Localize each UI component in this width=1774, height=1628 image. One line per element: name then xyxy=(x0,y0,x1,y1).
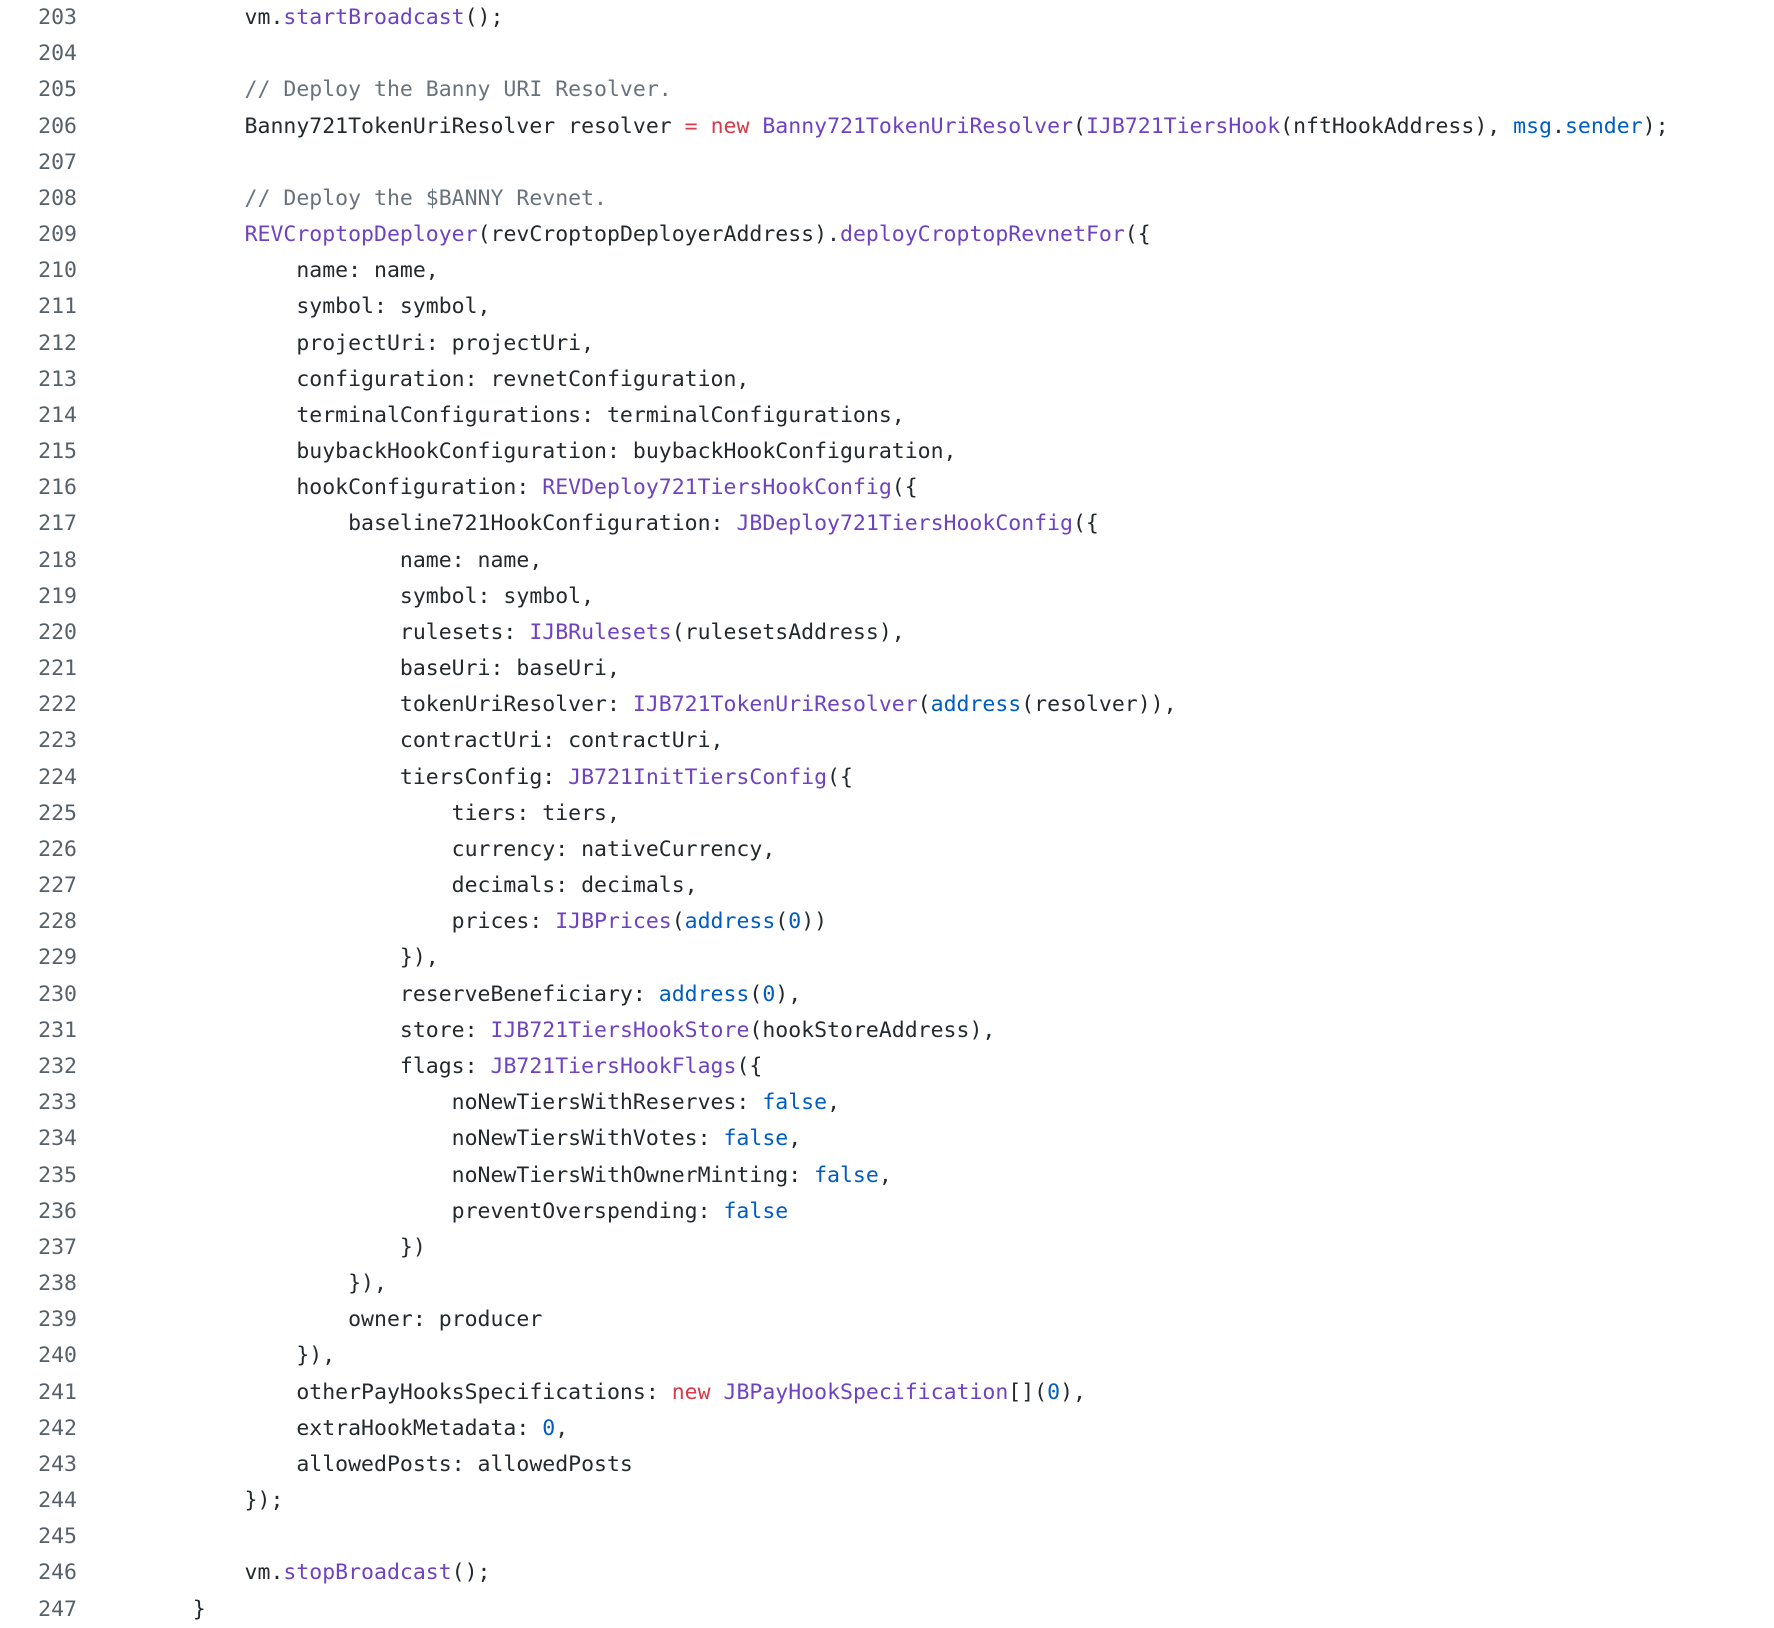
code-segment: otherPayHooksSpecifications: xyxy=(141,1379,672,1405)
code-segment: configuration: revnetConfiguration, xyxy=(141,366,750,392)
code-segment: , xyxy=(788,1126,802,1152)
line-number[interactable]: 224 xyxy=(38,764,77,790)
code-segment: (rulesetsAddress), xyxy=(671,619,905,645)
code-segment: IJB721TiersHookStore xyxy=(490,1017,750,1043)
code-segment: terminalConfigurations: terminalConfigurations, xyxy=(141,402,905,428)
code-segment: )) xyxy=(801,909,828,935)
code-segment: reserveBeneficiary: xyxy=(141,981,659,1007)
code-text xyxy=(77,615,905,651)
line-number[interactable]: 221 xyxy=(38,656,77,682)
code-segment: ( xyxy=(671,909,685,935)
line-number[interactable]: 247 xyxy=(38,1596,77,1622)
line-number[interactable]: 217 xyxy=(38,511,77,537)
code-text xyxy=(77,1555,491,1591)
code-text xyxy=(77,253,439,289)
code-segment: new xyxy=(671,1379,711,1405)
code-segment: name: name, xyxy=(141,547,543,573)
code-line xyxy=(0,1013,1774,1049)
code-text xyxy=(77,940,439,976)
code-segment: []( xyxy=(1008,1379,1048,1405)
code-segment: name: name, xyxy=(141,258,439,284)
line-number[interactable]: 212 xyxy=(38,330,77,356)
code-line xyxy=(0,145,1774,181)
code-segment: rulesets: xyxy=(141,619,530,645)
line-number[interactable]: 246 xyxy=(38,1560,77,1586)
code-text xyxy=(77,1338,335,1374)
code-segment xyxy=(141,222,245,247)
code-text xyxy=(77,181,607,217)
code-line xyxy=(0,832,1774,868)
line-number[interactable]: 242 xyxy=(38,1415,77,1441)
code-line xyxy=(0,434,1774,470)
code-segment: extraHookMetadata: xyxy=(141,1415,543,1441)
code-segment: false xyxy=(723,1198,789,1224)
code-segment: } xyxy=(141,1596,206,1622)
code-text xyxy=(77,1411,568,1447)
code-line xyxy=(0,615,1774,651)
code-text xyxy=(77,977,801,1013)
code-segment: IJB721TiersHook xyxy=(1085,113,1281,139)
code-line xyxy=(0,1338,1774,1374)
code-segment: stopBroadcast xyxy=(283,1560,452,1586)
code-text xyxy=(77,651,620,687)
code-segment: baseline721HookConfiguration: xyxy=(141,511,737,537)
code-segment: decimals: decimals, xyxy=(141,873,698,899)
code-segment: (); xyxy=(464,5,504,30)
code-text xyxy=(77,362,749,398)
code-text xyxy=(77,36,141,72)
line-number[interactable]: 210 xyxy=(38,258,77,284)
line-number[interactable]: 227 xyxy=(38,873,77,899)
line-number[interactable]: 245 xyxy=(38,1524,77,1550)
code-segment: tiersConfig: xyxy=(141,764,569,790)
code-text xyxy=(77,868,698,904)
code-segment: symbol: symbol, xyxy=(141,294,491,320)
code-segment: ({ xyxy=(1072,511,1099,537)
code-line xyxy=(0,362,1774,398)
code-text xyxy=(77,1519,141,1555)
code-line xyxy=(0,72,1774,108)
line-number[interactable]: 205 xyxy=(38,77,77,103)
code-segment: sender xyxy=(1564,113,1643,139)
code-segment: ( xyxy=(1073,113,1086,139)
code-line xyxy=(0,940,1774,976)
code-segment: // Deploy the Banny URI Resolver. xyxy=(141,77,672,103)
line-number[interactable]: 206 xyxy=(38,113,77,139)
code-text xyxy=(77,1266,387,1302)
line-number[interactable]: 223 xyxy=(38,728,77,754)
line-number[interactable]: 243 xyxy=(38,1451,77,1477)
code-line xyxy=(0,687,1774,723)
code-segment: }), xyxy=(141,945,439,971)
code-segment: ({ xyxy=(827,764,853,790)
code-text xyxy=(77,687,1177,723)
code-segment: store: xyxy=(141,1017,491,1043)
line-number[interactable]: 233 xyxy=(38,1090,77,1116)
code-segment: }); xyxy=(141,1488,284,1514)
code-line xyxy=(0,217,1774,253)
line-number[interactable]: 219 xyxy=(38,583,77,609)
code-segment: tokenUriResolver: xyxy=(141,692,633,718)
code-segment: preventOverspending: xyxy=(141,1198,724,1224)
code-line xyxy=(0,1375,1774,1411)
code-text xyxy=(77,398,905,434)
code-segment: address xyxy=(658,981,750,1007)
code-line xyxy=(0,1085,1774,1121)
code-line xyxy=(0,0,1774,36)
line-number[interactable]: 225 xyxy=(38,800,77,826)
code-line xyxy=(0,1194,1774,1230)
code-segment: prices: xyxy=(141,909,556,935)
code-segment: , xyxy=(827,1090,841,1116)
code-segment: . xyxy=(1552,113,1565,139)
code-segment: owner: producer xyxy=(141,1307,543,1333)
code-line xyxy=(0,1447,1774,1483)
code-segment: noNewTiersWithOwnerMinting: xyxy=(141,1162,815,1188)
code-segment: 0 xyxy=(762,981,776,1007)
line-number[interactable]: 239 xyxy=(38,1307,77,1333)
code-segment: (resolver)), xyxy=(1021,692,1177,718)
code-line xyxy=(0,904,1774,940)
code-segment: REVDeploy721TiersHookConfig xyxy=(542,475,892,501)
code-segment xyxy=(711,1380,724,1405)
code-segment: allowedPosts: allowedPosts xyxy=(141,1451,633,1477)
code-segment: (hookStoreAddress), xyxy=(749,1017,996,1043)
code-segment: , xyxy=(555,1415,569,1441)
code-segment: }), xyxy=(141,1343,336,1369)
code-segment: , xyxy=(878,1162,892,1188)
code-text xyxy=(77,1049,762,1085)
code-segment: tiers: tiers, xyxy=(141,800,620,826)
code-text xyxy=(77,289,491,325)
code-segment: msg xyxy=(1513,113,1552,139)
code-segment: new xyxy=(710,113,750,139)
code-segment: = xyxy=(684,113,698,139)
line-number[interactable]: 222 xyxy=(38,692,77,718)
code-text xyxy=(77,1194,788,1230)
line-number[interactable]: 230 xyxy=(38,981,77,1007)
code-line xyxy=(0,543,1774,579)
line-number[interactable]: 229 xyxy=(38,945,77,971)
code-segment: buybackHookConfiguration: buybackHookConfiguration, xyxy=(141,439,957,465)
code-segment: ( xyxy=(749,981,763,1007)
code-text xyxy=(77,1013,995,1049)
line-number[interactable]: 203 xyxy=(38,5,77,30)
code-segment: IJBRulesets xyxy=(529,619,672,645)
code-segment: ); xyxy=(1642,113,1669,139)
code-text xyxy=(77,1085,840,1121)
code-segment: ({ xyxy=(736,1053,763,1079)
code-text xyxy=(77,543,542,579)
code-text xyxy=(77,796,620,832)
code-text xyxy=(77,832,775,868)
code-segment: 0 xyxy=(542,1415,556,1441)
code-text xyxy=(77,506,1099,542)
line-number[interactable]: 207 xyxy=(38,149,77,175)
line-number[interactable]: 244 xyxy=(38,1488,77,1514)
code-text xyxy=(77,434,956,470)
code-segment: baseUri: baseUri, xyxy=(141,656,620,682)
line-number[interactable]: 216 xyxy=(38,475,77,501)
code-segment: address xyxy=(930,692,1022,718)
line-number[interactable]: 220 xyxy=(38,619,77,645)
code-text xyxy=(77,145,141,181)
line-number[interactable]: 228 xyxy=(38,909,77,935)
code-segment xyxy=(749,114,762,139)
code-segment: }) xyxy=(141,1234,426,1260)
line-number[interactable]: 204 xyxy=(38,41,77,67)
code-line xyxy=(0,723,1774,759)
code-segment: currency: nativeCurrency, xyxy=(141,836,776,862)
line-number[interactable]: 218 xyxy=(38,547,77,573)
code-segment: projectUri: projectUri, xyxy=(141,330,595,356)
code-line xyxy=(0,760,1774,796)
line-number[interactable]: 215 xyxy=(38,439,77,465)
code-line xyxy=(0,289,1774,325)
code-segment: noNewTiersWithVotes: xyxy=(141,1126,724,1152)
code-line xyxy=(0,579,1774,615)
code-text xyxy=(77,109,1669,145)
code-segment: false xyxy=(723,1126,789,1152)
code-text xyxy=(77,1302,542,1338)
code-segment: noNewTiersWithReserves: xyxy=(141,1090,763,1116)
code-text xyxy=(77,1447,633,1483)
code-segment: (); xyxy=(451,1560,491,1586)
code-line xyxy=(0,651,1774,687)
code-text xyxy=(77,1375,1086,1411)
code-line xyxy=(0,1049,1774,1085)
line-number[interactable]: 211 xyxy=(38,294,77,320)
code-text xyxy=(77,1158,892,1194)
code-segment: REVCroptopDeployer xyxy=(244,222,478,248)
code-line xyxy=(0,398,1774,434)
code-segment: JBDeploy721TiersHookConfig xyxy=(736,511,1073,537)
code-text xyxy=(77,1483,283,1519)
code-segment: address xyxy=(684,909,776,935)
code-text xyxy=(77,1230,426,1266)
code-line xyxy=(0,1266,1774,1302)
code-line xyxy=(0,1592,1774,1628)
code-line xyxy=(0,181,1774,217)
code-segment: }), xyxy=(141,1271,387,1297)
code-segment: JB721TiersHookFlags xyxy=(490,1053,737,1079)
code-segment: false xyxy=(814,1162,879,1188)
code-text xyxy=(77,72,672,108)
code-text xyxy=(77,904,827,940)
line-number[interactable]: 208 xyxy=(38,185,77,211)
code-text xyxy=(77,760,853,796)
code-line xyxy=(0,1230,1774,1266)
code-line xyxy=(0,36,1774,72)
code-segment: (revCroptopDeployerAddress). xyxy=(477,222,840,248)
line-number[interactable]: 237 xyxy=(38,1234,77,1260)
code-segment: IJBPrices xyxy=(555,909,672,935)
code-line xyxy=(0,470,1774,506)
code-segment: 0 xyxy=(788,909,802,935)
code-segment: startBroadcast xyxy=(283,5,465,30)
code-segment: ({ xyxy=(1124,222,1151,248)
code-segment: false xyxy=(762,1090,828,1116)
line-number[interactable]: 231 xyxy=(38,1017,77,1043)
code-segment: (nftHookAddress), xyxy=(1280,113,1514,139)
code-segment: vm. xyxy=(141,5,284,30)
line-number[interactable]: 214 xyxy=(38,402,77,428)
code-line xyxy=(0,1158,1774,1194)
code-line xyxy=(0,1555,1774,1591)
code-text xyxy=(77,326,594,362)
line-number[interactable]: 209 xyxy=(38,222,77,248)
line-number[interactable]: 238 xyxy=(38,1271,77,1297)
code-text xyxy=(77,1121,801,1157)
code-text xyxy=(77,723,723,759)
code-segment: flags: xyxy=(141,1053,491,1079)
code-line xyxy=(0,1121,1774,1157)
code-segment: Banny721TokenUriResolver xyxy=(762,113,1074,139)
code-segment: vm. xyxy=(141,1560,284,1586)
code-line xyxy=(0,977,1774,1013)
code-segment: contractUri: contractUri, xyxy=(141,728,724,754)
code-segment: deployCroptopRevnetFor xyxy=(840,222,1125,248)
code-line xyxy=(0,1411,1774,1447)
code-text xyxy=(77,0,503,36)
code-segment: hookConfiguration: xyxy=(141,475,543,501)
code-text xyxy=(77,470,918,506)
code-line xyxy=(0,868,1774,904)
code-line xyxy=(0,326,1774,362)
code-segment: JB721InitTiersConfig xyxy=(568,764,828,790)
code-line xyxy=(0,1302,1774,1338)
line-number[interactable]: 213 xyxy=(38,366,77,392)
code-line xyxy=(0,1483,1774,1519)
code-line xyxy=(0,1519,1774,1555)
code-segment: // Deploy the $BANNY Revnet. xyxy=(141,185,607,211)
line-number[interactable]: 236 xyxy=(38,1198,77,1224)
line-number[interactable]: 232 xyxy=(38,1053,77,1079)
code-segment: ), xyxy=(775,981,802,1007)
line-number[interactable]: 241 xyxy=(38,1379,77,1405)
line-number[interactable]: 240 xyxy=(38,1343,77,1369)
code-line xyxy=(0,109,1774,145)
code-segment: 0 xyxy=(1047,1379,1061,1405)
line-number[interactable]: 234 xyxy=(38,1126,77,1152)
code-segment: symbol: symbol, xyxy=(141,583,595,609)
code-segment: JBPayHookSpecification xyxy=(723,1379,1009,1405)
code-line xyxy=(0,253,1774,289)
line-number[interactable]: 235 xyxy=(38,1162,77,1188)
code-segment xyxy=(698,114,711,139)
code-line xyxy=(0,796,1774,832)
code-segment: ({ xyxy=(891,475,918,501)
code-text xyxy=(77,217,1151,253)
code-segment: ), xyxy=(1060,1379,1086,1405)
line-number[interactable]: 226 xyxy=(38,836,77,862)
code-line xyxy=(0,506,1774,542)
code-segment: Banny721TokenUriResolver resolver xyxy=(141,113,685,139)
code-text xyxy=(77,1592,206,1628)
code-segment: IJB721TokenUriResolver xyxy=(632,692,918,718)
code-text xyxy=(77,579,594,615)
code-segment: ( xyxy=(917,692,931,718)
code-segment: ( xyxy=(775,909,789,935)
